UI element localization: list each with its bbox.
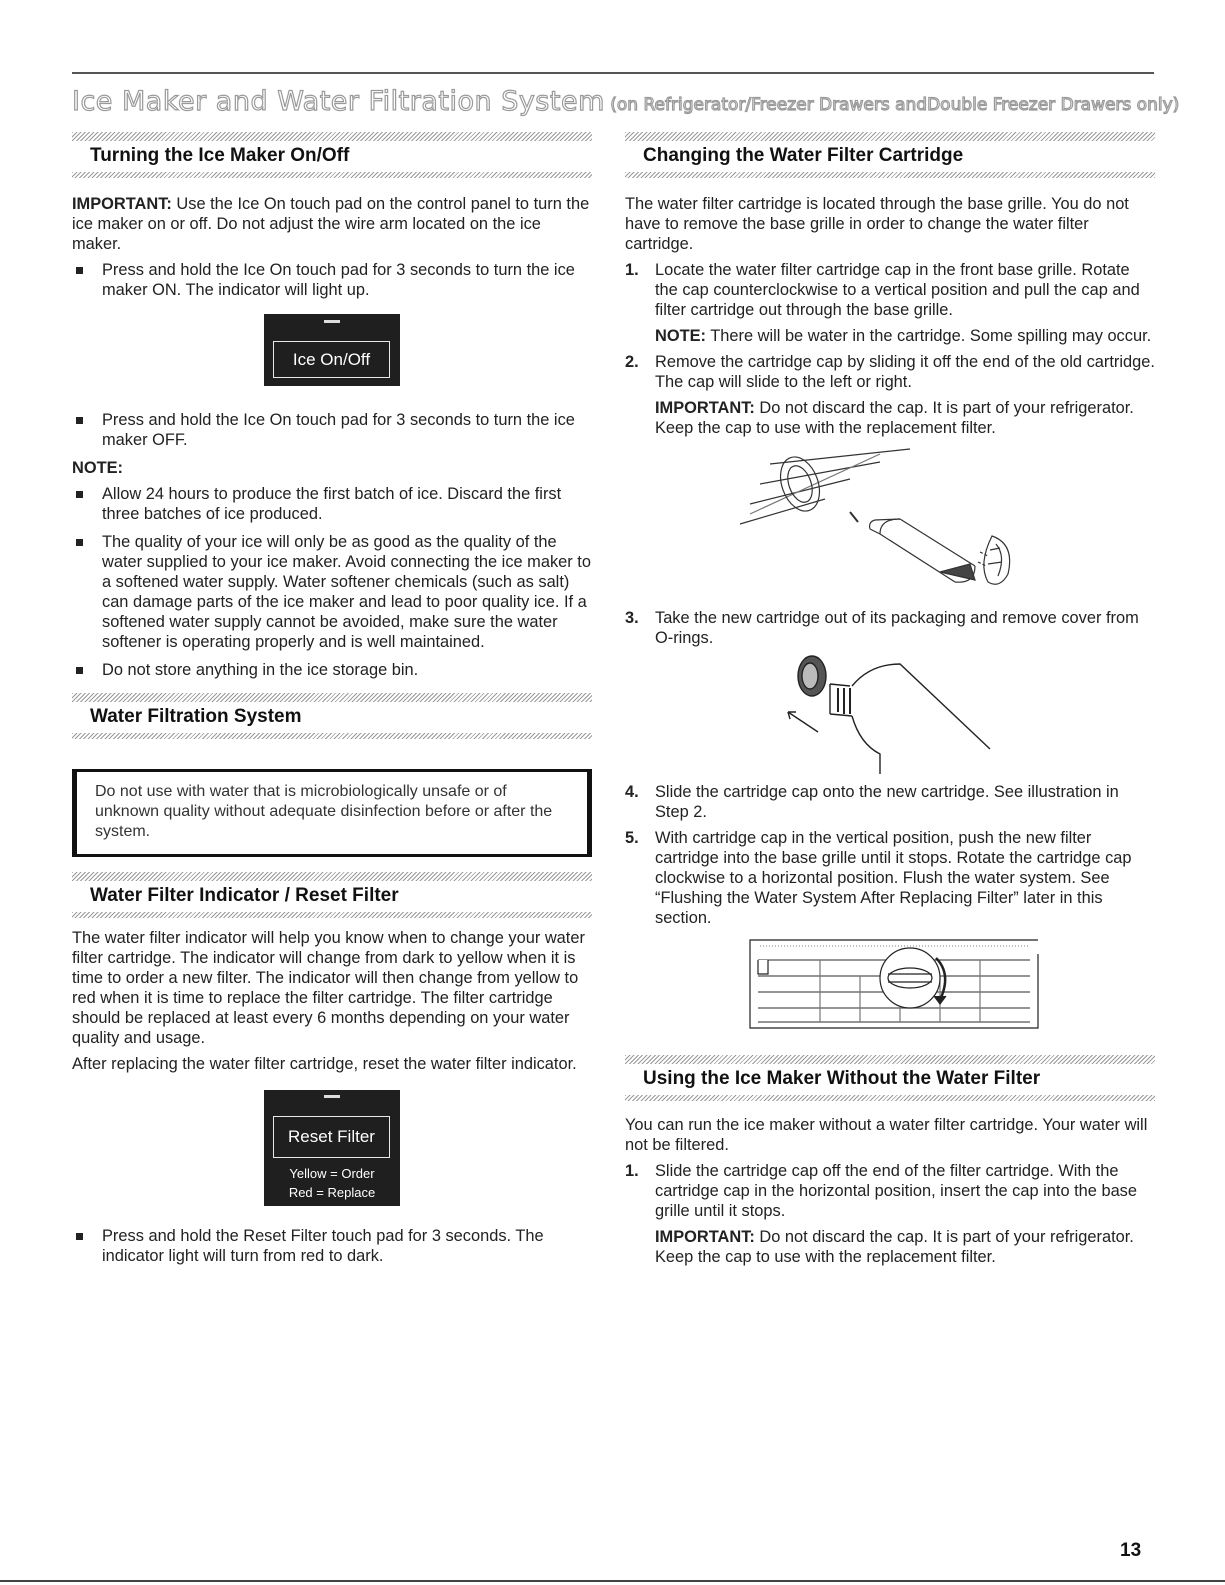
indicator-light-icon [324,320,340,323]
step-4 [625,782,1155,822]
page-number: 13 [1120,1540,1142,1561]
arrow-icon [788,712,818,732]
list-item [72,1226,592,1266]
section-rule [625,172,1155,178]
step-text: Slide the cartridge cap off the end of the filter cartridge. With the cartridge cap in the horizontal position, insert the cap into the base grille until it stops. [655,1162,1137,1220]
bullet-text: Press and hold the Ice On touch pad for 3 seconds to turn the ice maker OFF. [102,411,575,449]
section-heading: Turning the Ice Maker On/Off [90,145,350,166]
list-item [72,660,592,680]
step-text: Locate the water filter cartridge cap in the front base grille. Rotate the cap counterclockwise to a vertical position and pull the cap and filter cartridge out through the base grille. [655,261,1140,319]
changing-filter-section [625,132,1155,1030]
steps-list [625,1161,1155,1267]
cartridge-removal-illustration [730,444,1050,594]
step-important [655,398,1155,438]
base-grille-illustration [740,934,1040,1030]
step-text: Slide the cartridge cap onto the new cartridge. See illustration in Step 2. [655,783,1119,821]
step-5 [625,828,1155,928]
ice-on-off-touch-pad [264,314,400,386]
step-number: 2. [625,353,639,371]
section-rule [72,872,592,881]
step-text: With cartridge cap in the vertical position, push the new filter cartridge into the base grille until it stops. Rotate the cartridge cap clockwise to a horizontal position. Flush the water system. See “Flushing the Water System After Replacing Filter” later in this section. [655,829,1132,927]
step-number: 5. [625,829,639,847]
red-replace-label: Red = Replace [288,1185,376,1200]
step-note [655,326,1155,346]
ice-maker-section [72,132,592,688]
note-label: NOTE: [655,327,706,345]
without-filter-section [625,1055,1155,1273]
important-label: IMPORTANT: [655,399,755,417]
ice-on-list [72,260,592,300]
bullet-text: Press and hold the Ice On touch pad for 3 seconds to turn the ice maker ON. The indicator will light up. [102,261,575,299]
filter-indicator-section [72,872,592,1274]
note-text: The quality of your ice will only be as good as the quality of the water supplied to your ice maker. Avoid connecting the ice maker to a softened water supply. Water softener chemicals (such as salt) can damage parts of the ice maker and lead to poor quality ice. If a softened water supply cannot be avoided, make sure the water softener is operating properly and is well maintained. [102,533,591,651]
important-text: Do not discard the cap. It is part of your refrigerator. Keep the cap to use with the replacement filter. [655,1228,1134,1266]
step-number: 1. [625,1162,639,1180]
section-heading: Water Filtration System [90,706,302,727]
list-item [72,532,592,652]
section-rule [72,693,592,702]
intro-paragraph: The water filter cartridge is located through the base grille. You do not have to remove the base grille in order to change the water filter cartridge. [625,195,1129,253]
section-rule [625,132,1155,141]
footer-rule [0,1580,1225,1582]
reset-filter-touch-pad [264,1090,400,1206]
section-rule [72,172,592,178]
reset-filter-button[interactable] [273,1116,390,1158]
step-1 [625,1161,1155,1267]
important-label: IMPORTANT: [72,195,172,213]
important-paragraph [72,194,592,254]
section-heading: Changing the Water Filter Cartridge [643,145,964,166]
arrow-icon [850,512,858,522]
square-bullet-icon [76,267,83,274]
page-title [72,86,1180,117]
o-ring-cover-illustration [760,654,1020,774]
new-cartridge [852,664,990,774]
water-filtration-section [72,693,592,857]
steps-list-b [625,608,1155,648]
step-text: Remove the cartridge cap by sliding it off the end of the old cartridge. The cap will slide to the left or right. [655,353,1155,391]
section-rule [625,1095,1155,1101]
list-item [72,484,592,524]
steps-list-c [625,782,1155,928]
reset-list [72,1226,592,1266]
page-title-subtitle: (on Refrigerator/Freezer Drawers andDouble Freezer Drawers only) [604,95,1180,115]
step-2 [625,352,1155,438]
header-rule [72,72,1154,74]
indicator-light-icon [324,1095,340,1098]
step-number: 4. [625,783,639,801]
bullet-text: Press and hold the Reset Filter touch pad for 3 seconds. The indicator light will turn from red to dark. [102,1227,544,1265]
square-bullet-icon [76,417,83,424]
ice-on-off-button[interactable] [273,341,390,378]
step-text: Take the new cartridge out of its packaging and remove cover from O-rings. [655,609,1139,647]
step-number: 1. [625,261,639,279]
warning-box: Do not use with water that is microbiologically unsafe or of unknown quality without adequate disinfection before or after the system. [72,769,592,857]
section-rule [72,912,592,918]
square-bullet-icon [76,1233,83,1240]
list-item [72,260,592,300]
reset-filter-label: Reset Filter [288,1127,375,1146]
step-important [655,1227,1155,1267]
page-title-main: Ice Maker and Water Filtration System [72,86,605,117]
grille-lines [740,449,910,524]
note-text: Allow 24 hours to produce the first batch of ice. Discard the first three batches of ice produced. [102,485,562,523]
square-bullet-icon [76,491,83,498]
ice-on-off-label: Ice On/Off [292,349,371,369]
notes-list [72,484,592,680]
section-heading: Using the Ice Maker Without the Water Filter [643,1068,1041,1089]
ice-off-list [72,410,592,450]
important-label: IMPORTANT: [655,1228,755,1246]
section-rule [72,733,592,739]
step-1 [625,260,1155,346]
steps-list-a [625,260,1155,438]
note-label: NOTE: [72,459,123,477]
important-text: Use the Ice On touch pad on the control panel to turn the ice maker on or off. Do not adjust the wire arm located on the ice maker. [72,195,590,253]
yellow-order-label: Yellow = Order [289,1166,375,1181]
note-text: There will be water in the cartridge. Some spilling may occur. [706,327,1152,345]
section-heading: Water Filter Indicator / Reset Filter [90,885,399,906]
step-3 [625,608,1155,648]
step-number: 3. [625,609,639,627]
reset-paragraph: After replacing the water filter cartridge, reset the water filter indicator. [72,1055,577,1073]
square-bullet-icon [76,667,83,674]
cartridge-cap [880,948,940,1008]
square-bullet-icon [76,539,83,546]
list-item [72,410,592,450]
section-rule [72,132,592,141]
important-text: Do not discard the cap. It is part of your refrigerator. Keep the cap to use with the replacement filter. [655,399,1134,437]
note-text: Do not store anything in the ice storage bin. [102,661,419,679]
indicator-paragraph: The water filter indicator will help you know when to change your water filter cartridge. The indicator will change from dark to yellow when it is time to order a new filter. The indicator will then change from yellow to red when it is time to replace the filter cartridge. The filter cartridge should be replaced at least every 6 months depending on your water quality and usage. [72,929,585,1047]
intro-paragraph: You can run the ice maker without a water filter cartridge. Your water will not be filtered. [625,1116,1148,1154]
section-rule [625,1055,1155,1064]
cartridge-cap [984,536,1010,584]
